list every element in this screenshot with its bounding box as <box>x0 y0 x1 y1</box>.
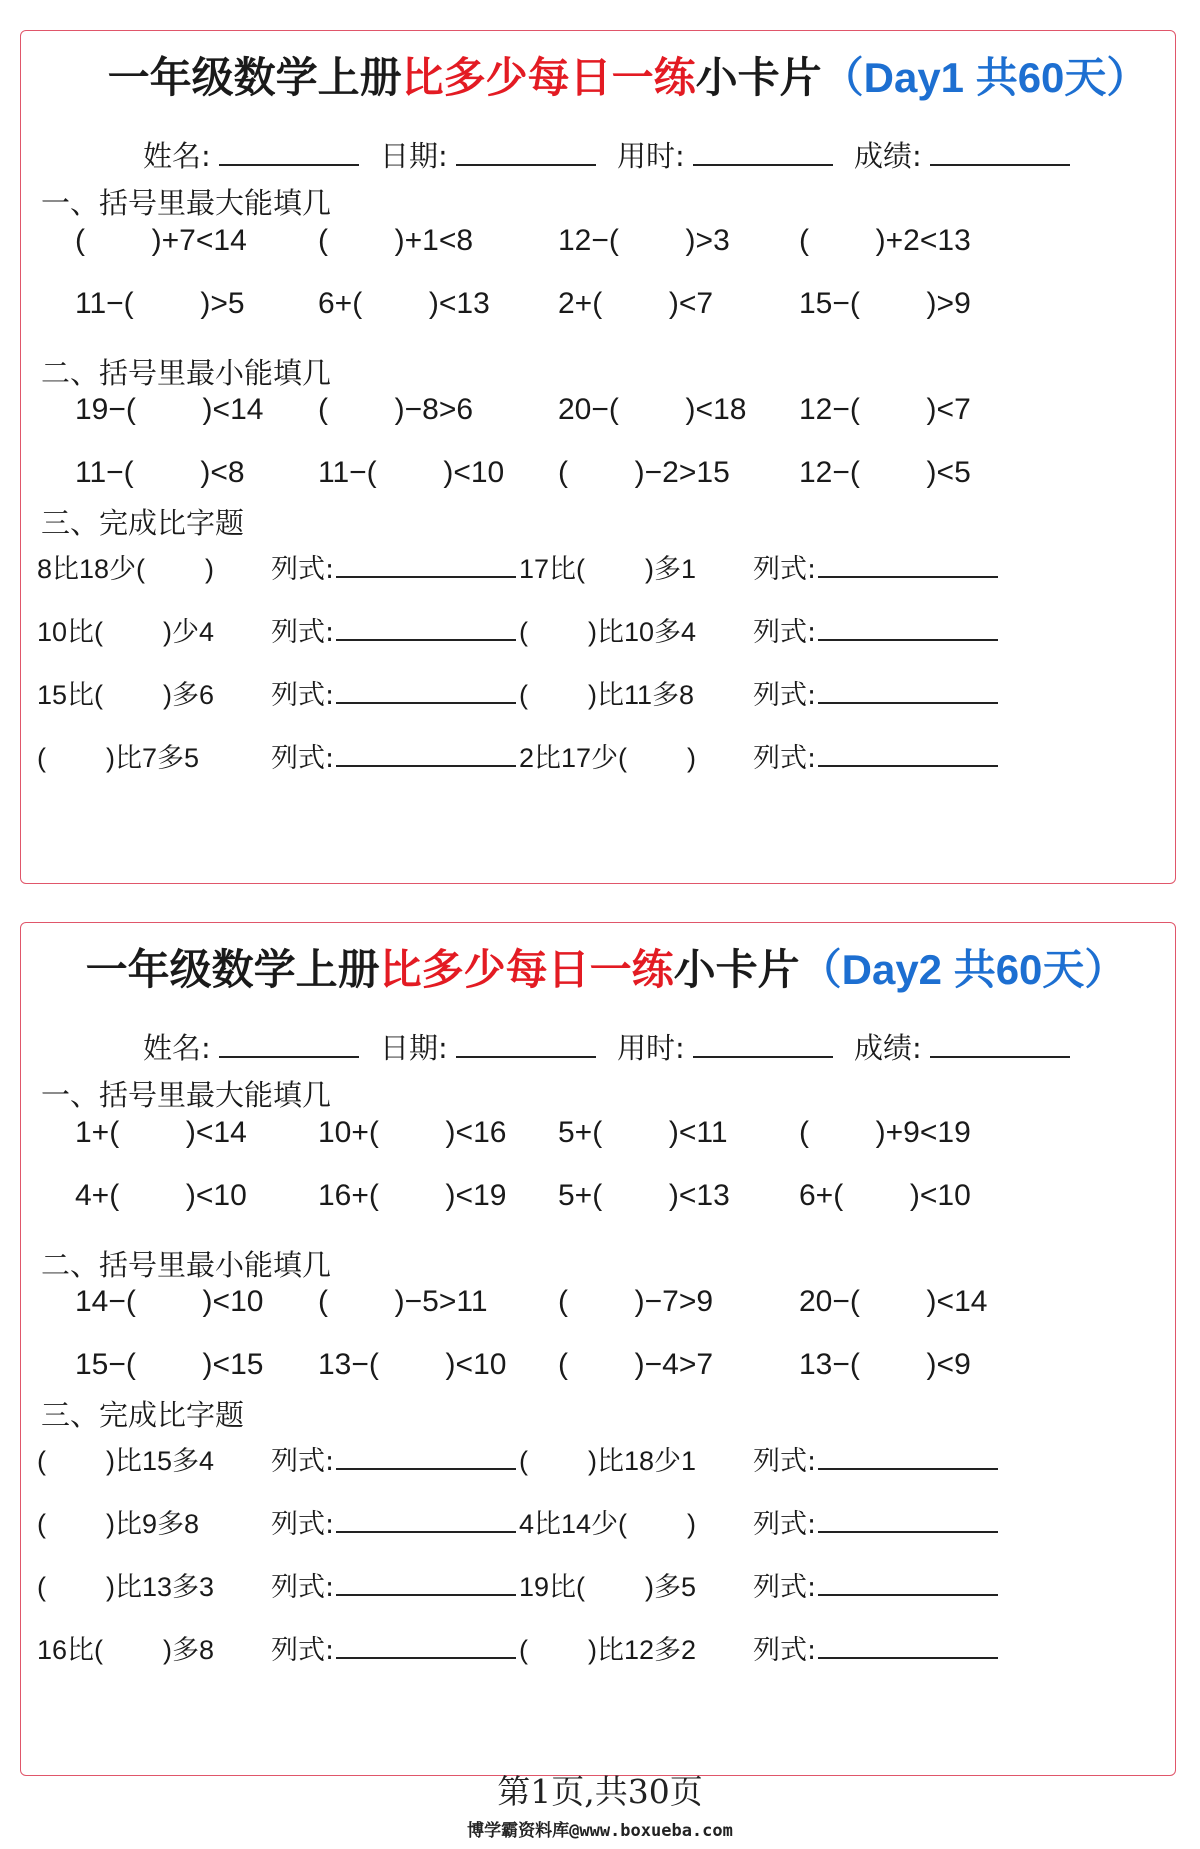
problem[interactable]: 20−( )<18 <box>558 393 747 426</box>
problem[interactable]: 6+( )<10 <box>799 1179 971 1212</box>
practice-card-day2 <box>20 922 1176 1776</box>
problem[interactable]: ( )−5>11 <box>318 1285 488 1318</box>
problem[interactable]: 12−( )<5 <box>799 456 971 489</box>
problem[interactable]: ( )−4>7 <box>558 1348 714 1381</box>
formula-field[interactable]: 列式: <box>753 547 998 586</box>
comparison-problem[interactable]: 2比17少( ) <box>519 743 697 773</box>
problem[interactable]: 15−( )>9 <box>799 287 971 320</box>
problem[interactable]: 12−( )>3 <box>558 224 730 257</box>
section-1-heading: 一、括号里最大能填几 <box>41 1078 332 1112</box>
comparison-problem[interactable]: ( )比10多4 <box>519 617 697 647</box>
section-2-heading: 二、括号里最小能填几 <box>41 356 332 390</box>
problem[interactable]: 10+( )<16 <box>318 1116 507 1149</box>
student-info-row <box>143 1026 1082 1067</box>
comparison-problem[interactable]: ( )比11多8 <box>519 680 695 710</box>
problem[interactable]: 20−( )<14 <box>799 1285 988 1318</box>
formula-field[interactable]: 列式: <box>753 1628 998 1667</box>
score-field[interactable]: 成绩: <box>854 1026 1070 1067</box>
section-1-heading: 一、括号里最大能填几 <box>41 186 332 220</box>
formula-field[interactable]: 列式: <box>271 1439 516 1478</box>
comparison-problem[interactable]: 19比( )多5 <box>519 1572 697 1602</box>
problem[interactable]: 13−( )<9 <box>799 1348 971 1381</box>
problem[interactable]: 11−( )<10 <box>318 456 505 489</box>
card-title: 一年级数学上册比多少每日一练小卡片（Day2 共60天） <box>85 945 1127 994</box>
section-3-heading: 三、完成比字题 <box>41 1398 245 1432</box>
score-field[interactable]: 成绩: <box>854 134 1070 175</box>
comparison-problem[interactable]: ( )比15多4 <box>37 1446 215 1476</box>
problem[interactable]: ( )−8>6 <box>318 393 474 426</box>
problem[interactable]: ( )+1<8 <box>318 224 474 257</box>
student-info-row <box>143 134 1082 175</box>
problem[interactable]: 6+( )<13 <box>318 287 490 320</box>
comparison-problem[interactable]: ( )比12多2 <box>519 1635 697 1665</box>
comparison-problem[interactable]: 4比14少( ) <box>519 1509 697 1539</box>
formula-field[interactable]: 列式: <box>753 1439 998 1478</box>
comparison-problem[interactable]: 15比( )多6 <box>37 680 215 710</box>
formula-field[interactable]: 列式: <box>753 736 998 775</box>
card-title: 一年级数学上册比多少每日一练小卡片（Day1 共60天） <box>107 53 1149 102</box>
practice-card-day1 <box>20 30 1176 884</box>
problem[interactable]: ( )−7>9 <box>558 1285 714 1318</box>
comparison-problem[interactable]: 17比( )多1 <box>519 554 697 584</box>
comparison-problem[interactable]: ( )比9多8 <box>37 1509 200 1539</box>
problem[interactable]: 5+( )<11 <box>558 1116 728 1149</box>
formula-field[interactable]: 列式: <box>271 1628 516 1667</box>
name-field[interactable]: 姓名: <box>143 134 359 175</box>
formula-field[interactable]: 列式: <box>271 1502 516 1541</box>
date-field[interactable]: 日期: <box>380 1026 596 1067</box>
problem[interactable]: 11−( )>5 <box>75 287 245 320</box>
formula-field[interactable]: 列式: <box>271 736 516 775</box>
section-3-heading: 三、完成比字题 <box>41 506 245 540</box>
site-watermark: 博学霸资料库@www.boxueba.com <box>467 1821 733 1841</box>
time-field[interactable]: 用时: <box>617 134 833 175</box>
problem[interactable]: 5+( )<13 <box>558 1179 730 1212</box>
formula-field[interactable]: 列式: <box>753 610 998 649</box>
problem[interactable]: ( )−2>15 <box>558 456 730 489</box>
formula-field[interactable]: 列式: <box>271 673 516 712</box>
problem[interactable]: 14−( )<10 <box>75 1285 264 1318</box>
formula-field[interactable]: 列式: <box>271 547 516 586</box>
date-field[interactable]: 日期: <box>380 134 596 175</box>
problem[interactable]: ( )+7<14 <box>75 224 247 257</box>
problem[interactable]: 2+( )<7 <box>558 287 714 320</box>
comparison-problem[interactable]: 10比( )少4 <box>37 617 215 647</box>
comparison-problem[interactable]: ( )比7多5 <box>37 743 200 773</box>
formula-field[interactable]: 列式: <box>753 673 998 712</box>
problem[interactable]: 12−( )<7 <box>799 393 971 426</box>
problem[interactable]: 19−( )<14 <box>75 393 264 426</box>
name-field[interactable]: 姓名: <box>143 1026 359 1067</box>
formula-field[interactable]: 列式: <box>271 1565 516 1604</box>
comparison-problem[interactable]: ( )比13多3 <box>37 1572 215 1602</box>
formula-field[interactable]: 列式: <box>753 1502 998 1541</box>
problem[interactable]: ( )+9<19 <box>799 1116 971 1149</box>
problem[interactable]: 16+( )<19 <box>318 1179 507 1212</box>
section-2-heading: 二、括号里最小能填几 <box>41 1248 332 1282</box>
formula-field[interactable]: 列式: <box>271 610 516 649</box>
comparison-problem[interactable]: 16比( )多8 <box>37 1635 215 1665</box>
problem[interactable]: 4+( )<10 <box>75 1179 247 1212</box>
formula-field[interactable]: 列式: <box>753 1565 998 1604</box>
problem[interactable]: 13−( )<10 <box>318 1348 507 1381</box>
page-number: 第1页,共30页 <box>497 1772 703 1811</box>
problem[interactable]: 15−( )<15 <box>75 1348 264 1381</box>
problem[interactable]: ( )+2<13 <box>799 224 971 257</box>
comparison-problem[interactable]: 8比18少( ) <box>37 554 215 584</box>
problem[interactable]: 11−( )<8 <box>75 456 245 489</box>
time-field[interactable]: 用时: <box>617 1026 833 1067</box>
comparison-problem[interactable]: ( )比18少1 <box>519 1446 697 1476</box>
problem[interactable]: 1+( )<14 <box>75 1116 247 1149</box>
